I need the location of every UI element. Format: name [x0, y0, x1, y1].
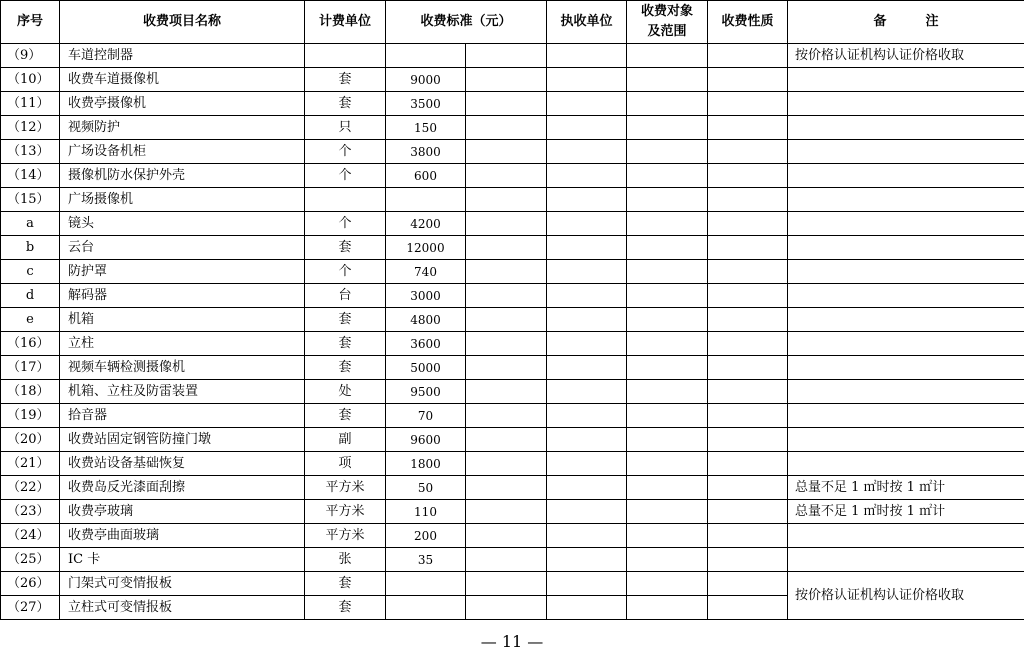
- billing-unit-cell: 个: [305, 260, 386, 284]
- fee-object-cell: [627, 308, 708, 332]
- billing-unit-cell: 个: [305, 212, 386, 236]
- remarks-cell: 按价格认证机构认证价格收取: [788, 572, 1024, 620]
- remarks-cell: [788, 260, 1024, 284]
- collecting-unit-cell: [547, 404, 627, 428]
- fee-object-cell: [627, 356, 708, 380]
- fee-nature-cell: [708, 404, 788, 428]
- remarks-cell: [788, 452, 1024, 476]
- remarks-cell: [788, 332, 1024, 356]
- serial-cell: （18）: [1, 380, 60, 404]
- item-name-cell: 镜头: [60, 212, 305, 236]
- collecting-unit-cell: [547, 524, 627, 548]
- fee-nature-cell: [708, 500, 788, 524]
- remarks-cell: [788, 164, 1024, 188]
- fee-object-cell: [627, 428, 708, 452]
- fee-standard-cell: [386, 596, 466, 620]
- table-row: [1, 44, 1024, 68]
- collecting-unit-cell: [547, 452, 627, 476]
- serial-cell: （14）: [1, 164, 60, 188]
- serial-cell: （25）: [1, 548, 60, 572]
- item-name-cell: 云台: [60, 236, 305, 260]
- item-name-cell: 广场设备机柜: [60, 140, 305, 164]
- fee-standard-extra-cell: [466, 572, 547, 596]
- fee-standard-extra-cell: [466, 68, 547, 92]
- billing-unit-cell: 套: [305, 404, 386, 428]
- remarks-cell: [788, 284, 1024, 308]
- billing-unit-cell: 套: [305, 332, 386, 356]
- fee-standard-extra-cell: [466, 116, 547, 140]
- fee-object-cell: [627, 68, 708, 92]
- remarks-cell: [788, 92, 1024, 116]
- fee-standard-extra-cell: [466, 380, 547, 404]
- fee-nature-cell: [708, 68, 788, 92]
- serial-cell: （12）: [1, 116, 60, 140]
- item-name-cell: 收费站设备基础恢复: [60, 452, 305, 476]
- billing-unit-cell: 平方米: [305, 476, 386, 500]
- collecting-unit-cell: [547, 164, 627, 188]
- fee-object-cell: [627, 380, 708, 404]
- fee-object-cell: [627, 284, 708, 308]
- fee-nature-cell: [708, 476, 788, 500]
- fee-standard-cell: [386, 572, 466, 596]
- table-row: [1, 404, 1024, 428]
- remarks-cell: [788, 548, 1024, 572]
- header-serial: 序号: [1, 1, 60, 44]
- table-row: [1, 236, 1024, 260]
- fee-standard-cell: 3000: [386, 284, 466, 308]
- remarks-cell: [788, 188, 1024, 212]
- table-row: [1, 212, 1024, 236]
- billing-unit-cell: 副: [305, 428, 386, 452]
- header-fee-object-line1: 收费对象: [641, 4, 694, 19]
- remarks-cell: [788, 212, 1024, 236]
- item-name-cell: 机箱: [60, 308, 305, 332]
- table-row: [1, 116, 1024, 140]
- fee-nature-cell: [708, 116, 788, 140]
- billing-unit-cell: 处: [305, 380, 386, 404]
- serial-cell: （20）: [1, 428, 60, 452]
- fee-object-cell: [627, 548, 708, 572]
- remarks-cell: [788, 68, 1024, 92]
- remarks-cell: [788, 140, 1024, 164]
- header-fee-object-line2: 及范围: [647, 24, 687, 39]
- billing-unit-cell: 台: [305, 284, 386, 308]
- billing-unit-cell: 个: [305, 164, 386, 188]
- table-row: [1, 92, 1024, 116]
- fee-standard-extra-cell: [466, 92, 547, 116]
- remarks-cell: [788, 308, 1024, 332]
- table-row: [1, 548, 1024, 572]
- billing-unit-cell: [305, 188, 386, 212]
- serial-cell: （11）: [1, 92, 60, 116]
- billing-unit-cell: 平方米: [305, 524, 386, 548]
- serial-cell: （15）: [1, 188, 60, 212]
- fee-object-cell: [627, 596, 708, 620]
- serial-cell: e: [1, 308, 60, 332]
- fee-standard-cell: 3500: [386, 92, 466, 116]
- fee-nature-cell: [708, 452, 788, 476]
- fee-standard-cell: [386, 44, 466, 68]
- fee-standard-extra-cell: [466, 308, 547, 332]
- billing-unit-cell: 平方米: [305, 500, 386, 524]
- item-name-cell: 防护罩: [60, 260, 305, 284]
- fee-object-cell: [627, 44, 708, 68]
- fee-object-cell: [627, 140, 708, 164]
- fee-object-cell: [627, 500, 708, 524]
- serial-cell: c: [1, 260, 60, 284]
- fee-object-cell: [627, 188, 708, 212]
- collecting-unit-cell: [547, 260, 627, 284]
- remarks-cell: [788, 404, 1024, 428]
- table-row: [1, 356, 1024, 380]
- fee-standard-cell: 4800: [386, 308, 466, 332]
- remarks-cell: [788, 428, 1024, 452]
- item-name-cell: 视频防护: [60, 116, 305, 140]
- item-name-cell: 收费站固定钢管防撞门墩: [60, 428, 305, 452]
- fee-standard-extra-cell: [466, 260, 547, 284]
- fee-standard-extra-cell: [466, 428, 547, 452]
- fee-standard-cell: 9500: [386, 380, 466, 404]
- fee-standard-cell: 740: [386, 260, 466, 284]
- fee-nature-cell: [708, 548, 788, 572]
- billing-unit-cell: 套: [305, 92, 386, 116]
- fee-nature-cell: [708, 308, 788, 332]
- collecting-unit-cell: [547, 500, 627, 524]
- fee-nature-cell: [708, 284, 788, 308]
- serial-cell: （17）: [1, 356, 60, 380]
- fee-standard-cell: [386, 188, 466, 212]
- header-fee-standard: 收费标准（元）: [386, 1, 547, 44]
- fee-standard-cell: 4200: [386, 212, 466, 236]
- billing-unit-cell: 套: [305, 596, 386, 620]
- item-name-cell: 立柱: [60, 332, 305, 356]
- header-item-name: 收费项目名称: [60, 1, 305, 44]
- fee-standard-extra-cell: [466, 476, 547, 500]
- fee-object-cell: [627, 92, 708, 116]
- fee-standard-cell: 600: [386, 164, 466, 188]
- item-name-cell: 收费亭摄像机: [60, 92, 305, 116]
- item-name-cell: 摄像机防水保护外壳: [60, 164, 305, 188]
- billing-unit-cell: [305, 44, 386, 68]
- collecting-unit-cell: [547, 548, 627, 572]
- fee-standard-extra-cell: [466, 332, 547, 356]
- serial-cell: （10）: [1, 68, 60, 92]
- table-row: [1, 308, 1024, 332]
- serial-cell: （27）: [1, 596, 60, 620]
- serial-cell: a: [1, 212, 60, 236]
- fee-standard-cell: 3800: [386, 140, 466, 164]
- fee-standard-extra-cell: [466, 452, 547, 476]
- table-row: [1, 260, 1024, 284]
- fee-standard-extra-cell: [466, 284, 547, 308]
- header-collecting-unit: 执收单位: [547, 1, 627, 44]
- item-name-cell: 广场摄像机: [60, 188, 305, 212]
- fee-nature-cell: [708, 356, 788, 380]
- fee-nature-cell: [708, 572, 788, 596]
- fee-object-cell: [627, 524, 708, 548]
- fee-object-cell: [627, 212, 708, 236]
- serial-cell: （19）: [1, 404, 60, 428]
- fee-nature-cell: [708, 596, 788, 620]
- fee-nature-cell: [708, 164, 788, 188]
- collecting-unit-cell: [547, 308, 627, 332]
- collecting-unit-cell: [547, 380, 627, 404]
- billing-unit-cell: 项: [305, 452, 386, 476]
- item-name-cell: 收费亭玻璃: [60, 500, 305, 524]
- fee-nature-cell: [708, 92, 788, 116]
- table-row: [1, 452, 1024, 476]
- serial-cell: （22）: [1, 476, 60, 500]
- fee-standard-extra-cell: [466, 404, 547, 428]
- fee-standard-cell: 150: [386, 116, 466, 140]
- fee-nature-cell: [708, 44, 788, 68]
- item-name-cell: 立柱式可变情报板: [60, 596, 305, 620]
- billing-unit-cell: 套: [305, 356, 386, 380]
- fee-nature-cell: [708, 332, 788, 356]
- fee-nature-cell: [708, 140, 788, 164]
- fee-object-cell: [627, 572, 708, 596]
- fee-object-cell: [627, 236, 708, 260]
- fee-nature-cell: [708, 380, 788, 404]
- fee-standard-extra-cell: [466, 236, 547, 260]
- fee-standard-extra-cell: [466, 212, 547, 236]
- fee-standard-extra-cell: [466, 548, 547, 572]
- table-row: [1, 188, 1024, 212]
- serial-cell: （13）: [1, 140, 60, 164]
- serial-cell: b: [1, 236, 60, 260]
- fee-object-cell: [627, 332, 708, 356]
- fee-nature-cell: [708, 236, 788, 260]
- header-fee-nature: 收费性质: [708, 1, 788, 44]
- fee-standard-extra-cell: [466, 524, 547, 548]
- billing-unit-cell: 张: [305, 548, 386, 572]
- remarks-cell: [788, 524, 1024, 548]
- fee-nature-cell: [708, 524, 788, 548]
- header-remarks: 备 注: [788, 1, 1024, 44]
- table-row: [1, 572, 1024, 596]
- fee-standard-extra-cell: [466, 188, 547, 212]
- fee-standard-extra-cell: [466, 164, 547, 188]
- remarks-cell: [788, 236, 1024, 260]
- remarks-cell: [788, 116, 1024, 140]
- page-number: — 11 —: [480, 632, 544, 651]
- fee-object-cell: [627, 476, 708, 500]
- fee-standard-extra-cell: [466, 596, 547, 620]
- billing-unit-cell: 套: [305, 236, 386, 260]
- billing-unit-cell: 只: [305, 116, 386, 140]
- collecting-unit-cell: [547, 236, 627, 260]
- collecting-unit-cell: [547, 596, 627, 620]
- serial-cell: （9）: [1, 44, 60, 68]
- fee-standard-cell: 50: [386, 476, 466, 500]
- serial-cell: d: [1, 284, 60, 308]
- fee-standard-extra-cell: [466, 44, 547, 68]
- collecting-unit-cell: [547, 68, 627, 92]
- remarks-cell: [788, 356, 1024, 380]
- table-row: [1, 524, 1024, 548]
- fee-object-cell: [627, 116, 708, 140]
- fee-standard-cell: 200: [386, 524, 466, 548]
- collecting-unit-cell: [547, 140, 627, 164]
- item-name-cell: 收费岛反光漆面刮擦: [60, 476, 305, 500]
- table-row: [1, 380, 1024, 404]
- collecting-unit-cell: [547, 428, 627, 452]
- item-name-cell: 解码器: [60, 284, 305, 308]
- remarks-cell: [788, 380, 1024, 404]
- fee-standard-extra-cell: [466, 500, 547, 524]
- remarks-cell: 总量不足 1 ㎡时按 1 ㎡计: [788, 500, 1024, 524]
- fee-object-cell: [627, 452, 708, 476]
- billing-unit-cell: 套: [305, 68, 386, 92]
- item-name-cell: 收费车道摄像机: [60, 68, 305, 92]
- fee-standard-cell: 35: [386, 548, 466, 572]
- item-name-cell: IC 卡: [60, 548, 305, 572]
- fee-object-cell: [627, 260, 708, 284]
- fee-object-cell: [627, 404, 708, 428]
- fee-nature-cell: [708, 260, 788, 284]
- item-name-cell: 视频车辆检测摄像机: [60, 356, 305, 380]
- fee-object-cell: [627, 164, 708, 188]
- fee-nature-cell: [708, 212, 788, 236]
- billing-unit-cell: 个: [305, 140, 386, 164]
- table-row: [1, 332, 1024, 356]
- fee-standard-cell: 1800: [386, 452, 466, 476]
- item-name-cell: 拾音器: [60, 404, 305, 428]
- fee-standard-cell: 12000: [386, 236, 466, 260]
- item-name-cell: 门架式可变情报板: [60, 572, 305, 596]
- table-row: [1, 284, 1024, 308]
- fee-standard-cell: 3600: [386, 332, 466, 356]
- collecting-unit-cell: [547, 212, 627, 236]
- table-row: [1, 476, 1024, 500]
- fee-standard-cell: 9000: [386, 68, 466, 92]
- serial-cell: （24）: [1, 524, 60, 548]
- fee-standard-extra-cell: [466, 356, 547, 380]
- collecting-unit-cell: [547, 572, 627, 596]
- serial-cell: （23）: [1, 500, 60, 524]
- collecting-unit-cell: [547, 332, 627, 356]
- billing-unit-cell: 套: [305, 572, 386, 596]
- header-row: [1, 1, 1024, 44]
- remarks-cell: 总量不足 1 ㎡时按 1 ㎡计: [788, 476, 1024, 500]
- serial-cell: （16）: [1, 332, 60, 356]
- table-row: [1, 140, 1024, 164]
- fee-standard-cell: 70: [386, 404, 466, 428]
- table-row: [1, 428, 1024, 452]
- collecting-unit-cell: [547, 92, 627, 116]
- collecting-unit-cell: [547, 476, 627, 500]
- fee-nature-cell: [708, 188, 788, 212]
- item-name-cell: 收费亭曲面玻璃: [60, 524, 305, 548]
- billing-unit-cell: 套: [305, 308, 386, 332]
- collecting-unit-cell: [547, 44, 627, 68]
- fee-standard-cell: 9600: [386, 428, 466, 452]
- collecting-unit-cell: [547, 284, 627, 308]
- item-name-cell: 机箱、立柱及防雷装置: [60, 380, 305, 404]
- collecting-unit-cell: [547, 356, 627, 380]
- table-row: [1, 500, 1024, 524]
- remarks-cell: 按价格认证机构认证价格收取: [788, 44, 1024, 68]
- fee-standard-cell: 110: [386, 500, 466, 524]
- collecting-unit-cell: [547, 188, 627, 212]
- table-row: [1, 164, 1024, 188]
- header-fee-object: [627, 1, 708, 44]
- header-billing-unit: 计费单位: [305, 1, 386, 44]
- item-name-cell: 车道控制器: [60, 44, 305, 68]
- table-row: [1, 68, 1024, 92]
- fee-standard-extra-cell: [466, 140, 547, 164]
- serial-cell: （21）: [1, 452, 60, 476]
- fee-standard-cell: 5000: [386, 356, 466, 380]
- collecting-unit-cell: [547, 116, 627, 140]
- serial-cell: （26）: [1, 572, 60, 596]
- fee-nature-cell: [708, 428, 788, 452]
